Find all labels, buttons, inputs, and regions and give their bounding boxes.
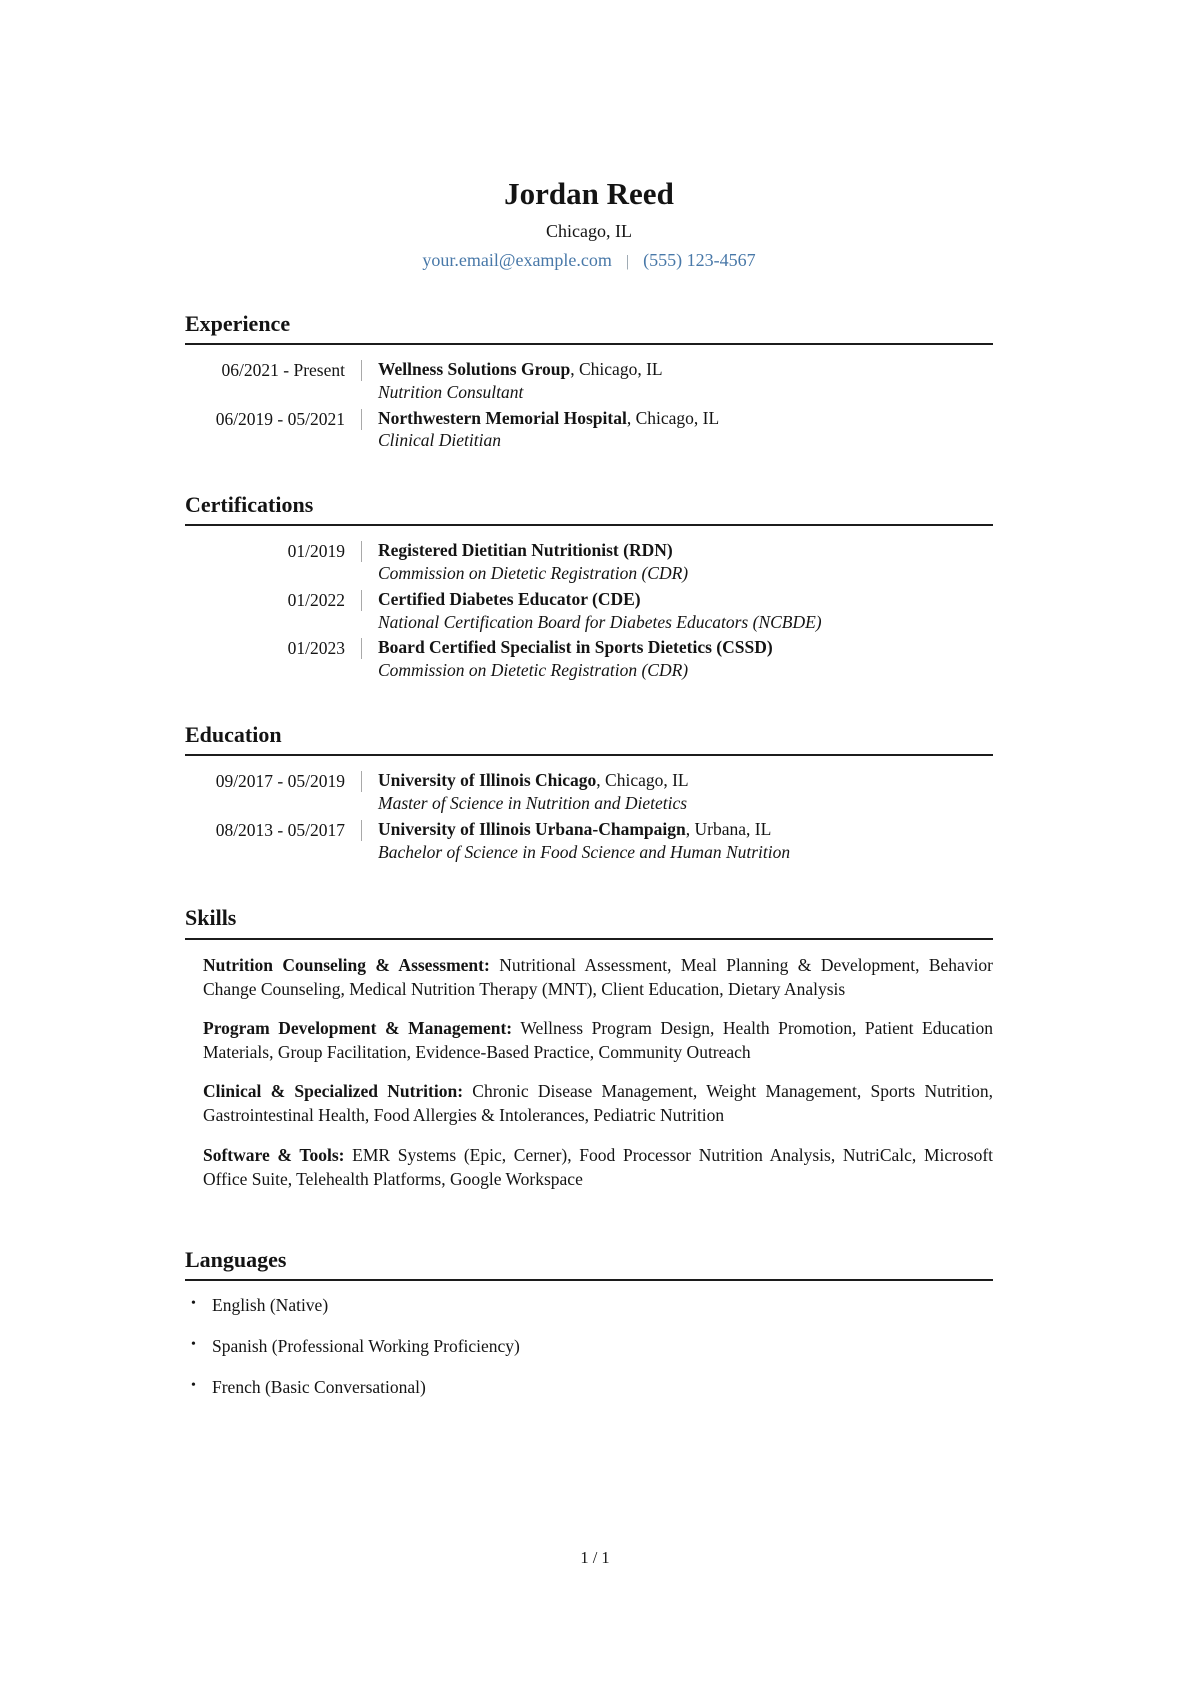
- entry-divider: [361, 638, 362, 659]
- resume-header: [185, 0, 993, 271]
- section-rule: [185, 1279, 993, 1281]
- skill-group: [185, 1016, 993, 1064]
- bullet-icon: •: [191, 1377, 196, 1393]
- section-languages: [185, 1247, 993, 1399]
- person-name: Jordan Reed: [504, 176, 674, 211]
- skill-group-text: EMR Systems (Epic, Cerner), Food Processor Nutrition Analysis, NutriCalc, Microsoft Office Suite, Telehealth Platforms, Google Workspace: [203, 1144, 994, 1189]
- skill-groups: [185, 953, 993, 1191]
- entry-date: 06/2019 - 05/2021: [215, 408, 345, 429]
- entry-date: 08/2013 - 05/2017: [215, 819, 345, 840]
- language-item: [185, 1294, 993, 1317]
- skill-group-label: Software & Tools:: [203, 1144, 345, 1165]
- page-number: 1 / 1: [580, 1548, 610, 1567]
- entry-date: 06/2021 - Present: [221, 360, 345, 381]
- language-label: French (Basic Conversational): [212, 1376, 426, 1397]
- language-label: Spanish (Professional Working Proficiency): [212, 1335, 520, 1356]
- skill-group: [185, 953, 993, 1001]
- section-skills: [185, 905, 993, 1191]
- skill-group-label: Clinical & Specialized Nutrition:: [203, 1081, 464, 1102]
- entry-divider: [361, 541, 362, 562]
- bullet-icon: •: [191, 1336, 196, 1352]
- language-item: [185, 1376, 993, 1399]
- entry-title: Northwestern Memorial Hospital: [378, 407, 627, 428]
- section-rule: [185, 754, 993, 756]
- experience-entries: [185, 358, 993, 452]
- entry-title: Certified Diabetes Educator (CDE): [378, 588, 641, 609]
- entry-title: University of Illinois Chicago: [378, 770, 597, 791]
- section-title-education: Education: [185, 721, 282, 747]
- entry-date: 01/2022: [287, 589, 345, 610]
- certification-entry: [185, 588, 993, 634]
- language-list: [185, 1294, 993, 1398]
- entry-location: , Chicago, IL: [626, 407, 720, 428]
- language-item: [185, 1335, 993, 1358]
- skill-group: [185, 1143, 993, 1191]
- contact-line: [185, 250, 993, 271]
- certification-entry: [185, 636, 993, 682]
- entry-subtitle: Master of Science in Nutrition and Dietetics: [378, 793, 688, 814]
- skill-group-text: Chronic Disease Management, Weight Management, Sports Nutrition, Gastrointestinal Health, Food Allergies & Intolerances, Pediatric Nutrition: [203, 1081, 993, 1126]
- education-entry: [185, 818, 993, 864]
- section-title-skills: Skills: [185, 905, 237, 931]
- bullet-icon: •: [191, 1296, 196, 1312]
- entry-location: , Urbana, IL: [685, 818, 772, 839]
- certification-entries: [185, 539, 993, 682]
- contact-separator: |: [625, 252, 630, 270]
- entry-subtitle: Nutrition Consultant: [378, 381, 524, 402]
- entry-location: , Chicago, IL: [570, 359, 663, 380]
- entry-location: , Chicago, IL: [596, 770, 689, 791]
- section-certifications: [185, 492, 993, 682]
- entry-title: University of Illinois Urbana-Champaign: [378, 818, 686, 839]
- education-entries: [185, 769, 993, 863]
- section-education: [185, 722, 993, 863]
- entry-date: 09/2017 - 05/2019: [215, 771, 345, 792]
- entry-subtitle: National Certification Board for Diabetes Educators (NCBDE): [378, 611, 822, 632]
- resume-page: [185, 0, 993, 1416]
- entry-divider: [361, 360, 362, 381]
- section-title-languages: Languages: [185, 1246, 287, 1272]
- certification-entry: [185, 539, 993, 585]
- experience-entry: [185, 407, 993, 453]
- skill-group-text: Wellness Program Design, Health Promotion, Patient Education Materials, Group Facilitation, Evidence-Based Practice, Community Outreach: [203, 1017, 994, 1063]
- skill-group-label: Nutrition Counseling & Assessment:: [203, 954, 490, 975]
- entry-title: Wellness Solutions Group: [378, 359, 571, 380]
- section-rule: [185, 343, 993, 345]
- entry-divider: [361, 820, 362, 841]
- entry-title: Board Certified Specialist in Sports Dietetics (CSSD): [378, 637, 773, 658]
- entry-divider: [361, 590, 362, 611]
- language-label: English (Native): [212, 1295, 329, 1316]
- entry-date: 01/2023: [287, 638, 345, 659]
- experience-entry: [185, 358, 993, 404]
- skill-group-text: Nutritional Assessment, Meal Planning & Development, Behavior Change Counseling, Medical Nutrition Therapy (MNT), Client Education, Dietary Analysis: [203, 954, 994, 999]
- entry-subtitle: Commission on Dietetic Registration (CDR): [378, 660, 689, 681]
- entry-subtitle: Bachelor of Science in Food Science and Human Nutrition: [378, 841, 791, 862]
- entry-divider: [361, 409, 362, 430]
- entry-title: Registered Dietitian Nutritionist (RDN): [378, 540, 673, 561]
- education-entry: [185, 769, 993, 815]
- phone-link[interactable]: (555) 123-4567: [643, 249, 756, 270]
- section-title-certifications: Certifications: [185, 492, 314, 518]
- skill-group-label: Program Development & Management:: [203, 1017, 513, 1038]
- section-title-experience: Experience: [185, 310, 291, 336]
- person-location: Chicago, IL: [546, 220, 632, 241]
- entry-divider: [361, 771, 362, 792]
- entry-subtitle: Clinical Dietitian: [378, 430, 501, 451]
- section-experience: [185, 311, 993, 452]
- email-link[interactable]: your.email@example.com: [422, 249, 612, 270]
- entry-subtitle: Commission on Dietetic Registration (CDR): [378, 563, 689, 584]
- section-rule: [185, 524, 993, 526]
- section-rule: [185, 938, 993, 940]
- entry-date: 01/2019: [287, 541, 345, 562]
- skill-group: [185, 1079, 993, 1127]
